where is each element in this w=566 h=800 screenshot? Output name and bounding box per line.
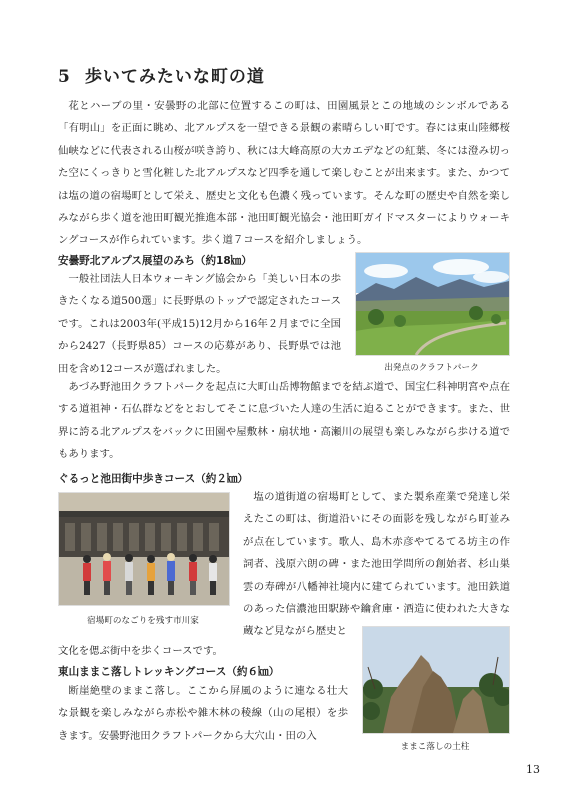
ichikawa-house-photo	[58, 492, 230, 606]
mamakootoshi-caption: ままこ落しの土柱	[400, 742, 470, 752]
course2-heading: ぐるっと池田街中歩きコース（約２㎞）	[58, 473, 249, 485]
craft-park-caption: 出発点のクラフトパーク	[384, 363, 479, 373]
course1-heading: 安曇野北アルプス展望のみち（約18㎞）	[58, 255, 252, 267]
intro-paragraph: 花とハーブの里・安曇野の北部に位置するこの町は、田園風景とこの地域のシンボルである「有明山」を正面に眺め、北アルプスを一望できる景観の素晴らしい町です。春には東山陸郷桜仙峡などに代表される山桜が咲き誇り、秋には大峰高原の大カエデなどの紅葉、冬には澄み切った空にくっきりと雪化粧した北アルプスなど四季を通して楽しむことが出来ます。また、かつては塩の道の宿場町として栄え、歴史と文化も色濃く残っています。そんな町の歴史や自然を楽しみながら歩く道を池田町観光推進本部・池田町観光協会・池田町ガイドマスターによりウォーキングコースが作られています。歩く道７コースを紹介しましょう。	[58, 100, 510, 247]
section-title	[58, 62, 265, 87]
course3-heading: 東山ままこ落しトレッキングコース（約６㎞）	[58, 666, 280, 678]
section-number: 5	[58, 67, 71, 87]
craft-park-photo	[355, 252, 510, 356]
course2-paragraph-end: 文化を偲ぶ街中を歩くコースです。	[58, 645, 223, 657]
course1-paragraph-full: あづみ野池田クラフトパークを起点に大町山岳博物館までを結ぶ道で、国宝仁科神明宮や点在する道祖神・石仏群などをとおしてそこに息づいた人達の生活に迫ることができます。また、世界に誇る北アルプスをバックに田園や屋敷林・扇状地・高瀬川の展望も楽しみながら歩ける道でもあります。	[58, 381, 510, 461]
mamakootoshi-photo	[362, 626, 510, 734]
course3-paragraph: 断崖絶壁のままこ落し。ここから屏風のように連なる壮大な景観を楽しみながら赤松や雑木林の稜線（山の尾根）を歩きます。安曇野池田クラフトパークから大穴山・田の入	[58, 685, 348, 742]
section-heading: 歩いてみたいな町の道	[84, 67, 265, 87]
course1-paragraph-left: 一般社団法人日本ウォーキング協会から「美しい日本の歩きたくなる道500選」に長野県のトップで認定されたコースです。これは2003年(平成15)12月から16年２月までに全国から2427（長野県85）コースの応募があり、長野県では池田を含め12コースが選ばれました。	[58, 273, 341, 375]
course2-paragraph-right: 塩の道街道の宿場町として、また製糸産業で発達し栄えたこの町は、街道沿いにその面影を残しながら町並みが点在しています。歌人、島木赤彦やてるてる坊主の作詞者、浅原六朗の碑・また池田学問所の創始者、杉山巣雲の寿碑が八幡神社境内に建てられています。池田鉄道のあった信濃池田駅跡や鑰倉庫・酒造に使われた大きな蔵など見ながら歴史と	[243, 491, 510, 638]
ichikawa-house-caption: 宿場町のなごりを残す市川家	[87, 616, 199, 626]
page-number: 13	[526, 763, 540, 776]
